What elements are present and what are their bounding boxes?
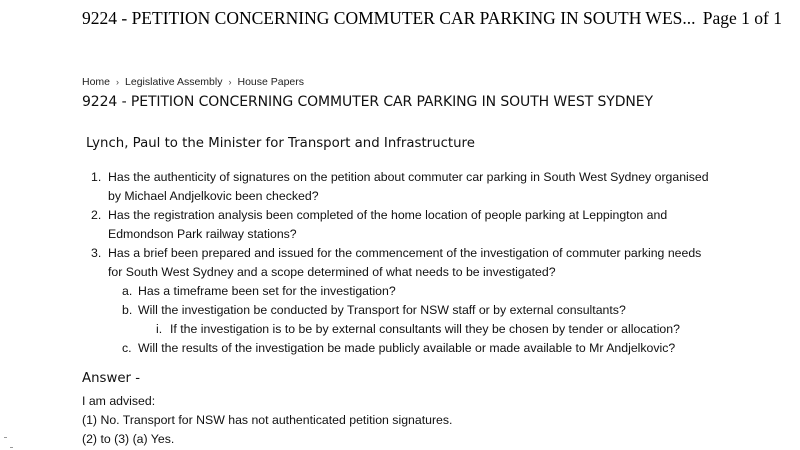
question-list — [86, 168, 776, 358]
sub-question-b-i — [108, 320, 776, 339]
question-item-1 — [86, 168, 776, 206]
page-title: 9224 - PETITION CONCERNING COMMUTER CAR PARKING IN SOUTH WEST SYDNEY — [82, 94, 654, 110]
question-heading: Lynch, Paul to the Minister for Transport and Infrastructure — [86, 136, 475, 151]
question-item-3 — [86, 244, 776, 358]
sub-question-a — [108, 282, 776, 301]
question-line: Has the registration analysis been completed of the home location of people parking at Leppington and — [108, 208, 668, 222]
question-line: Has the authenticity of signatures on the petition about commuter car parking in South West Sydney organised — [108, 170, 709, 184]
print-header-title: 9224 - PETITION CONCERNING COMMUTER CAR PARKING IN SOUTH WES... — [82, 8, 696, 28]
answer-line: (1) No. Transport for NSW has not authenticated petition signatures. — [82, 413, 453, 427]
sub-question-text: If the investigation is to be by external consultants will they be chosen by tender or allocation? — [170, 322, 680, 336]
answer-line: I am advised: — [82, 394, 156, 408]
sub-question-c — [108, 339, 776, 358]
question-line: Has a brief been prepared and issued for the commencement of the investigation of commuter parking needs — [108, 246, 702, 260]
breadcrumb — [82, 76, 304, 88]
sub-question-text: Has a timeframe been set for the investigation? — [138, 284, 396, 298]
print-header — [82, 8, 782, 32]
question-line: for South West Sydney and a scope determined of what needs to be investigated? — [108, 265, 556, 279]
answer-line: (2) to (3) (a) Yes. — [82, 432, 175, 446]
question-line: Edmondson Park railway stations? — [108, 227, 297, 241]
chevron-right-icon: › — [228, 77, 232, 87]
answer-heading: Answer - — [82, 371, 140, 386]
sub-question-text: Will the investigation be conducted by Transport for NSW staff or by external consultants? — [138, 303, 626, 317]
sub-question-number: c. — [122, 341, 132, 355]
chevron-right-icon: › — [116, 77, 120, 87]
scan-speck — [4, 437, 7, 438]
question-number: 2. — [91, 208, 102, 222]
print-page-number: Page 1 of 1 — [702, 8, 782, 28]
sub-question-number: a. — [122, 284, 133, 298]
question-number: 3. — [91, 246, 102, 260]
breadcrumb-house-papers-link[interactable]: House Papers — [237, 76, 305, 88]
breadcrumb-legislative-assembly-link[interactable]: Legislative Assembly — [125, 76, 223, 88]
scan-speck — [10, 447, 13, 448]
question-number: 1. — [91, 170, 102, 184]
sub-question-number: i. — [156, 322, 163, 336]
question-item-2 — [86, 206, 776, 244]
breadcrumb-home-link[interactable]: Home — [82, 76, 111, 88]
sub-question-b — [108, 301, 776, 320]
sub-question-number: b. — [122, 303, 133, 317]
sub-question-text: Will the results of the investigation be made publicly available or made available to Mr Andjelkovic? — [138, 341, 676, 355]
question-line: by Michael Andjelkovic been checked? — [108, 189, 319, 203]
answer-body — [82, 392, 452, 449]
